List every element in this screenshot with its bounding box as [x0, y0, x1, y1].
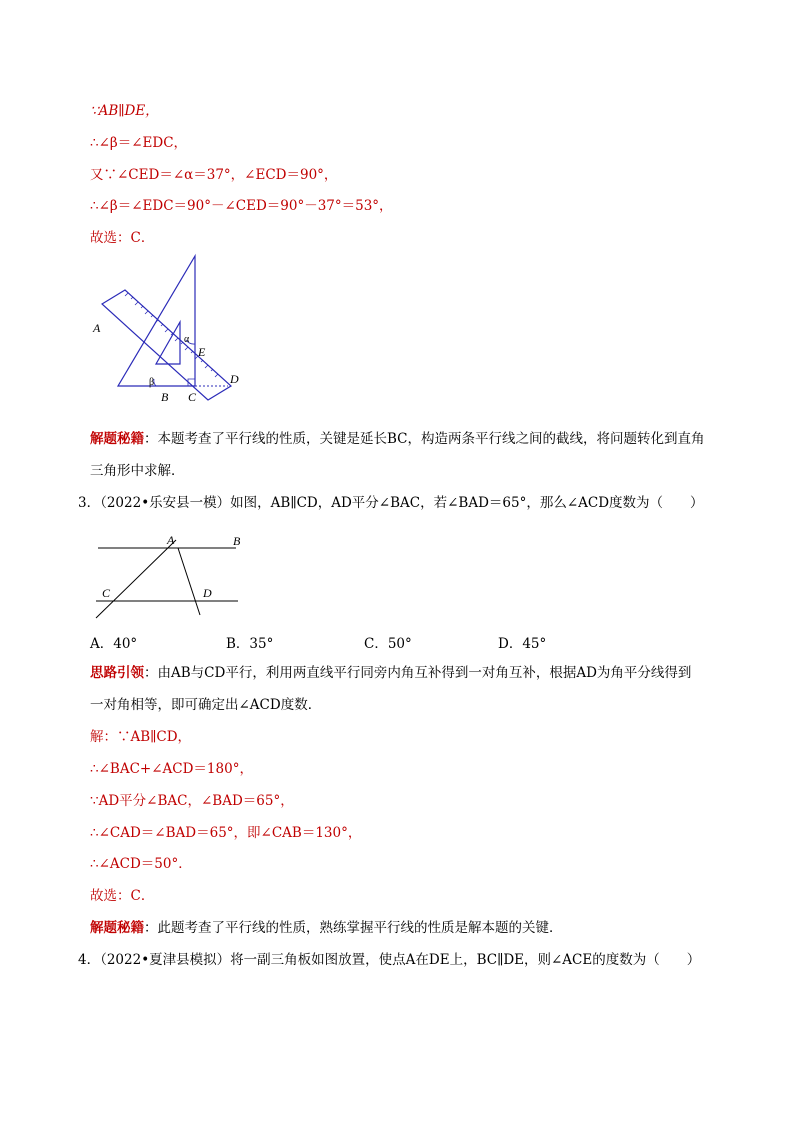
q3-solution-line-3: ∵AD平分∠BAC，∠BAD＝65°，	[90, 793, 294, 809]
option-d: D．45°	[498, 636, 547, 652]
question-3-stem: 3．（2022•乐安县一模）如图，AB∥CD，AD平分∠BAC，若∠BAD＝65°，那么∠ACD度数为（ ）	[78, 495, 704, 511]
note-2-label: 解题秘籍	[90, 920, 144, 936]
fig2-label-A: A	[167, 533, 175, 547]
note-2-text: ：此题考查了平行线的性质，熟练掌握平行线的性质是解本题的关键．	[144, 920, 563, 936]
line-AD	[178, 548, 200, 615]
fig1-label-C: C	[188, 390, 197, 404]
hint-line-2: 一对角相等，即可确定出∠ACD度数．	[90, 697, 322, 713]
q3-solution-line-6: 故选：C．	[90, 888, 155, 904]
note-1-text-1: ：本题考查了平行线的性质，关键是延长BC，构造两条平行线之间的截线，将问题转化到直角	[144, 431, 705, 447]
option-c: C．50°	[364, 636, 412, 652]
line-AC	[96, 540, 176, 618]
q3-solution-line-2: ∴∠BAC+∠ACD＝180°，	[90, 761, 253, 777]
hint-text-1: ：由AB与CD平行，利用两直线平行同旁内角互补得到一对角互补，根据AD为角平分线得到	[144, 665, 692, 681]
fig1-label-E: E	[198, 345, 206, 359]
fig1-label-B: B	[161, 390, 169, 404]
q3-solution-line-4: ∴∠CAD＝∠BAD＝65°，即∠CAB＝130°，	[90, 825, 362, 841]
note-1-line-2: 三角形中求解．	[90, 463, 185, 479]
fig2-label-B: B	[233, 534, 241, 548]
note-2-line	[90, 919, 563, 937]
note-1-label: 解题秘籍	[90, 431, 144, 447]
solution-line-5: 故选：C．	[90, 230, 155, 246]
fig1-label-beta: β	[149, 377, 155, 388]
figure-ruler-triangle	[88, 252, 258, 412]
hint-label: 思路引领	[90, 665, 144, 681]
note-1-line-1	[90, 430, 705, 448]
solution-line-1: ∵AB∥DE，	[90, 103, 159, 119]
q3-solution-line-1: 解：∵AB∥CD，	[90, 729, 192, 745]
solution-line-2: ∴∠β＝∠EDC，	[90, 135, 188, 151]
question-4-stem: 4．（2022•夏津县模拟）将一副三角板如图放置，使点A在DE上，BC∥DE，则∠ACE的度数为（ ）	[78, 952, 701, 968]
figure-q3-parallel-lines	[88, 528, 248, 620]
fig2-label-C: C	[102, 586, 111, 600]
fig1-label-alpha: α	[184, 334, 190, 345]
solution-line-4: ∴∠β＝∠EDC＝90°－∠CED＝90°－37°＝53°，	[90, 198, 393, 214]
fig1-label-D: D	[230, 372, 239, 386]
fig2-label-D: D	[203, 586, 212, 600]
option-b: B．35°	[226, 636, 274, 652]
solution-line-3: 又∵∠CED＝∠α＝37°，∠ECD＝90°，	[90, 167, 338, 183]
set-square-outer	[118, 256, 195, 386]
hint-line-1	[90, 664, 691, 682]
option-a: A．40°	[90, 636, 138, 652]
fig1-label-A: A	[93, 321, 101, 335]
q3-solution-line-5: ∴∠ACD＝50°．	[90, 856, 192, 872]
